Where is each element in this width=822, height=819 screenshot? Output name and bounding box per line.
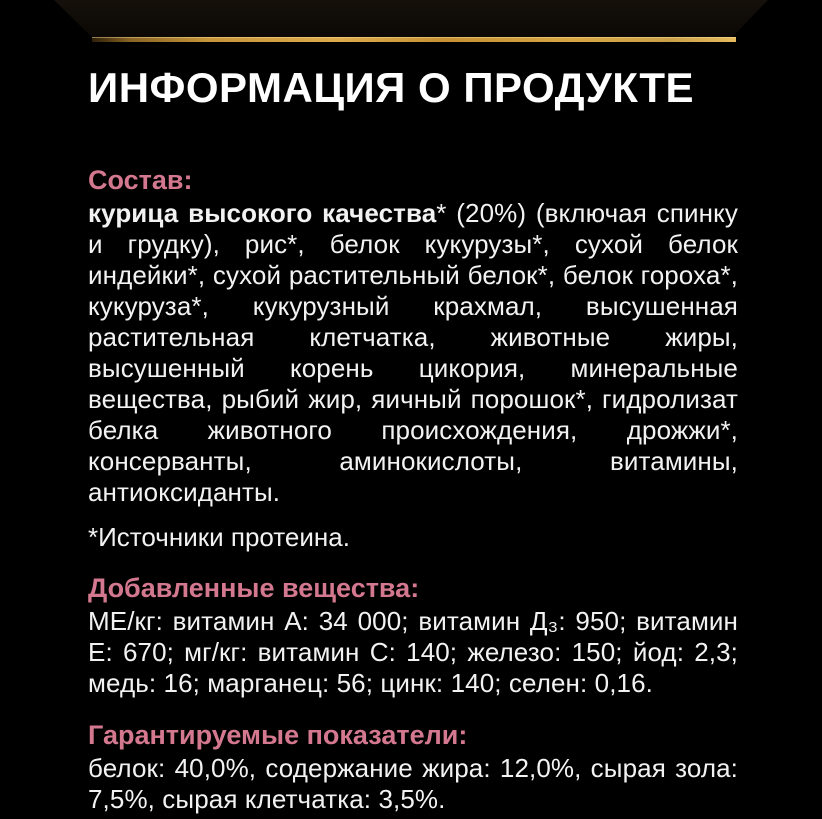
package-top-shape [54, 0, 768, 37]
composition-lead: курица высокого качества [88, 198, 437, 228]
additives-text: МЕ/кг: витамин А: 34 000; витамин Д₃: 950; витамин Е: 670; мг/кг: витамин С: 140; железо: 150; йод: 2,3; медь: 16; марганец: 56; цинк: 140; селен: 0,16. [88, 606, 738, 698]
guaranteed-heading: Гарантируемые показатели: [88, 720, 468, 750]
gold-divider-line [92, 37, 736, 42]
protein-sources-footnote: *Источники протеина. [88, 522, 350, 552]
section-composition [88, 164, 738, 552]
composition-heading: Состав: [88, 165, 193, 195]
page-title: ИНФОРМАЦИЯ О ПРОДУКТЕ [88, 64, 695, 111]
additives-heading: Добавленные вещества: [88, 573, 420, 603]
info-panel [88, 164, 738, 815]
composition-rest: * (20%) (включая спинку и грудку), рис*, белок кукурузы*, сухой белок индейки*, сухой растительный белок*, белок гороха*, кукуруза*, кукурузный крахмал, высушенная растительная клетчатка, животные жиры, высушенный корень цикория, минеральные вещества, рыбий жир, яичный порошок*, гидролизат белка животного происхождения, дрожжи*, консерванты, аминокислоты, витамины, антиоксиданты. [88, 198, 738, 507]
composition-text [88, 198, 738, 508]
section-guaranteed [88, 719, 738, 815]
section-additives [88, 572, 738, 699]
guaranteed-text: белок: 40,0%, содержание жира: 12,0%, сырая зола: 7,5%, сырая клетчатка: 3,5%. [88, 753, 738, 814]
